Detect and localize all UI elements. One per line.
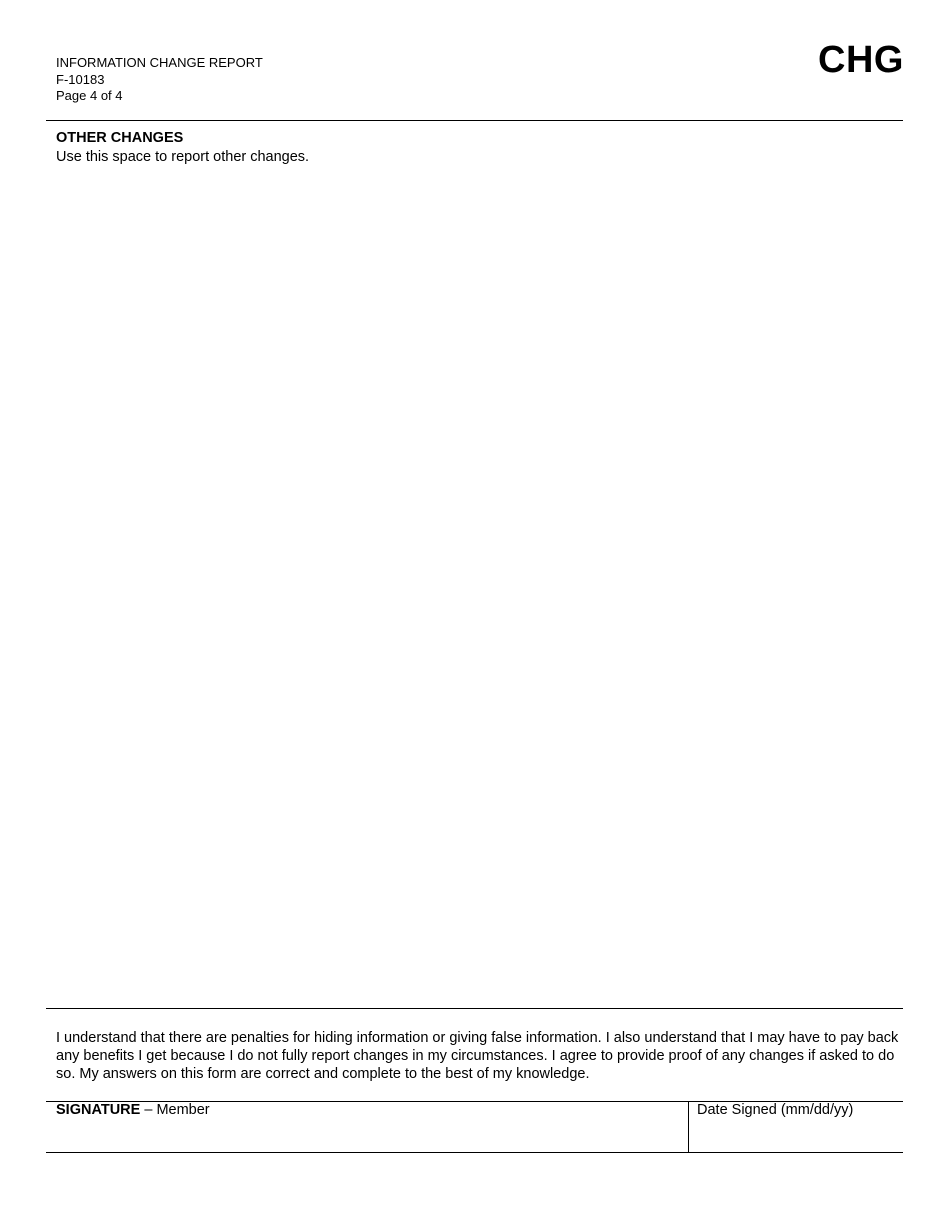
section-divider bbox=[46, 1008, 903, 1009]
attestation-statement: I understand that there are penalties for hiding information or giving false information. I also understand that I may have to pay back any benefits I get because I do not fully report changes in my circumstances. I agree to provide proof of any changes if asked to do so. My answers on this form are correct and complete to the best of my knowledge. bbox=[56, 1030, 899, 1082]
form-number: F-10183 bbox=[56, 71, 105, 87]
form-code: CHG bbox=[818, 39, 904, 81]
form-header bbox=[56, 55, 263, 105]
page-indicator: Page 4 of 4 bbox=[56, 88, 123, 103]
signature-field[interactable] bbox=[46, 1101, 688, 1152]
other-changes-field[interactable] bbox=[50, 172, 900, 1002]
signature-row-bottom-border bbox=[46, 1152, 903, 1153]
header-divider bbox=[46, 120, 903, 121]
section-instructions: Use this space to report other changes. bbox=[56, 149, 310, 165]
date-signed-label: Date Signed (mm/dd/yy) bbox=[697, 1102, 854, 1118]
signature-label-member: – Member bbox=[140, 1102, 210, 1118]
form-title: INFORMATION CHANGE REPORT bbox=[56, 55, 263, 70]
signature-label: SIGNATURE bbox=[56, 1102, 141, 1118]
date-signed-field[interactable] bbox=[689, 1101, 903, 1152]
section-title: OTHER CHANGES bbox=[56, 130, 184, 146]
